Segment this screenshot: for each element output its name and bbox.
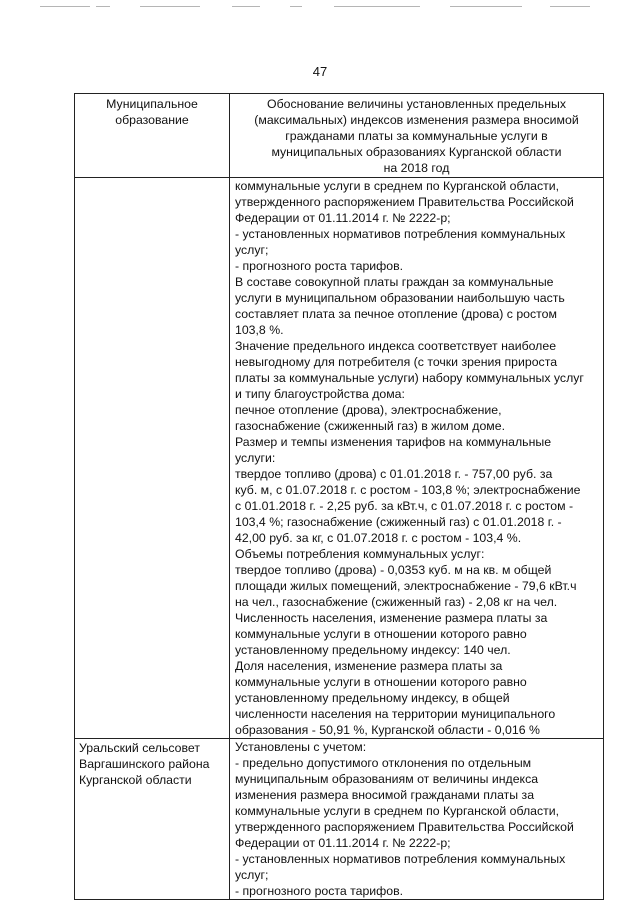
text-line: услуги в муниципальном образовании наибольшую часть: [235, 291, 565, 305]
text-line: на чел., газоснабжение (сжиженный газ) - 2,08 кг на чел.: [235, 595, 558, 609]
header-line: образование: [115, 113, 189, 127]
text-line: коммунальные услуги в среднем по Курганской области,: [235, 179, 560, 193]
text-line: Объемы потребления коммунальных услуг:: [235, 547, 485, 561]
text-line: Размер и темпы изменения тарифов на коммунальные: [235, 435, 552, 449]
text-line: - прогнозного роста тарифов.: [235, 259, 404, 273]
text-line: услуги:: [235, 451, 276, 465]
text-line: В составе совокупной платы граждан за коммунальные: [235, 275, 554, 289]
municipality-column-header: [75, 94, 230, 178]
table-header-row: [75, 94, 604, 178]
scan-artifact-line: [334, 6, 420, 7]
text-line: 103,8 %.: [235, 323, 284, 337]
text-line: платы за коммунальные услуги) набору коммунальных услуг: [235, 371, 584, 385]
text-line: установленному предельному индексу: 140 чел.: [235, 643, 511, 657]
tariff-justification-table: [74, 93, 604, 900]
text-line: и типу благоустройства дома:: [235, 387, 405, 401]
text-line: - установленных нормативов потребления коммунальных: [235, 227, 566, 241]
text-line: твердое топливо (дрова) с 01.01.2018 г. - 757,00 руб. за: [235, 467, 553, 481]
text-line: Федерации от 01.11.2014 г. № 2222-р;: [235, 836, 451, 850]
header-line: Муниципальное: [106, 97, 198, 111]
text-line: 103,4 %; газоснабжение (сжиженный газ) с 01.01.2018 г. -: [235, 515, 562, 529]
table-row: [75, 178, 604, 739]
text-line: утвержденного распоряжением Правительства Российской: [235, 820, 574, 834]
text-line: твердое топливо (дрова) - 0,0353 куб. м на кв. м общей: [235, 563, 552, 577]
text-line: утвержденного распоряжением Правительства Российской: [235, 195, 574, 209]
justification-cell: [230, 178, 604, 739]
text-line: площади жилых помещений, электроснабжение - 79,6 кВт.ч: [235, 579, 577, 593]
header-line: гражданами платы за коммунальные услуги в: [285, 129, 548, 143]
text-line: газоснабжение (сжиженный газ) в жилом доме.: [235, 419, 506, 433]
text-line: услуг;: [235, 868, 269, 882]
header-line: муниципальных образованиях Курганской области: [271, 145, 562, 159]
text-line: образования - 50,91 %, Курганской области - 0,016 %: [235, 723, 540, 737]
text-line: - предельно допустимого отклонения по отдельным: [235, 756, 532, 770]
header-line: на 2018 год: [383, 161, 450, 175]
text-line: - прогнозного роста тарифов.: [235, 884, 404, 898]
text-line: куб. м, с 01.07.2018 г. с ростом - 103,8 %; электроснабжение: [235, 483, 581, 497]
text-line: коммунальные услуги в отношении которого равно: [235, 627, 527, 641]
scan-artifact-line: [140, 6, 200, 7]
municipality-name-line: Уральский сельсовет: [79, 741, 200, 755]
scan-artifact-line: [40, 6, 90, 7]
scan-artifact-line: [550, 6, 590, 7]
justification-cell: [230, 739, 604, 900]
text-line: 42,00 руб. за кг, с 01.07.2018 г. с ростом - 103,4 %.: [235, 531, 522, 545]
justification-column-header: [230, 94, 604, 178]
text-line: печное отопление (дрова), электроснабжение,: [235, 403, 502, 417]
scan-artifact-line: [290, 6, 302, 7]
text-line: установленному предельному индексу, в общей: [235, 691, 510, 705]
scan-artifact-line: [232, 6, 260, 7]
table-row: [75, 739, 604, 900]
text-line: Установлены с учетом:: [235, 740, 367, 754]
text-line: невыгодному для потребителя (с точки зрения прироста: [235, 355, 558, 369]
page-number: 47: [312, 64, 328, 79]
municipality-name-line: Курганской области: [79, 773, 192, 787]
scan-artifact-line: [450, 6, 522, 7]
text-line: Значение предельного индекса соответствует наиболее: [235, 339, 557, 353]
scan-artifact-line: [96, 6, 110, 7]
header-line: (максимальных) индексов изменения размера вносимой: [254, 113, 579, 127]
header-line: Обоснование величины установленных предельных: [267, 97, 566, 111]
municipality-cell: [75, 178, 230, 739]
municipality-cell: [75, 739, 230, 900]
text-line: Численность населения, изменение размера платы за: [235, 611, 548, 625]
text-line: численности населения на территории муниципального: [235, 707, 556, 721]
text-line: муниципальным образованиям от величины индекса: [235, 772, 539, 786]
text-line: коммунальные услуги в среднем по Курганской области,: [235, 804, 560, 818]
text-line: изменения размера вносимой гражданами платы за: [235, 788, 535, 802]
text-line: с 01.01.2018 г. - 2,25 руб. за кВт.ч, с 01.07.2018 г. с ростом -: [235, 499, 574, 513]
text-line: - установленных нормативов потребления коммунальных: [235, 852, 566, 866]
municipality-name-line: Варгашинского района: [79, 757, 210, 771]
text-line: коммунальные услуги в отношении которого равно: [235, 675, 527, 689]
text-line: составляет плата за печное отопление (дрова) с ростом: [235, 307, 557, 321]
text-line: Доля населения, изменение размера платы за: [235, 659, 503, 673]
text-line: услуг;: [235, 243, 269, 257]
text-line: Федерации от 01.11.2014 г. № 2222-р;: [235, 211, 451, 225]
